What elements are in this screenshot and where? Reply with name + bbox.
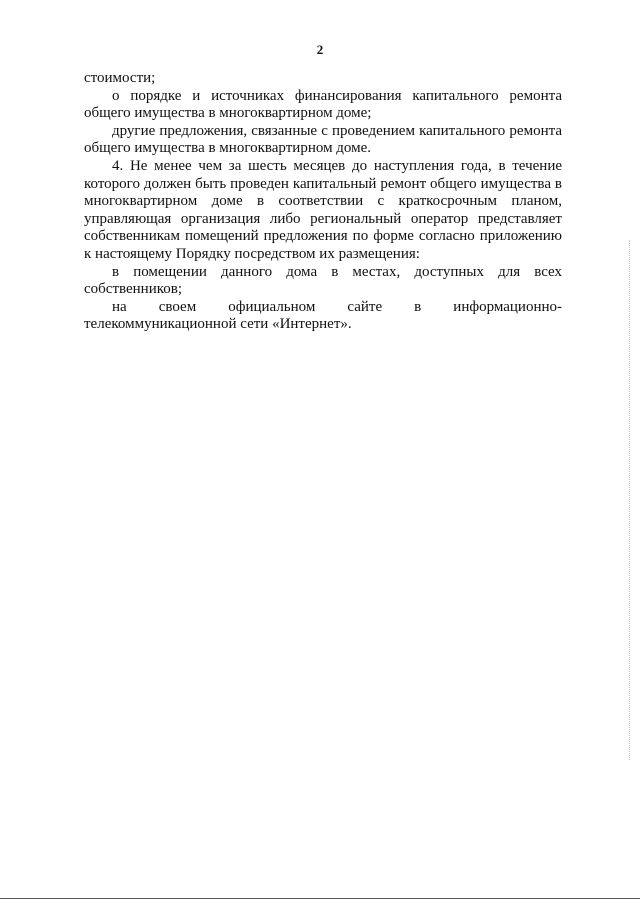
scan-edge-mark bbox=[628, 240, 630, 760]
paragraph-other-proposals: другие предложения, связанные с проведением капитального ремонта общего имущества в многоквартирном доме. bbox=[84, 122, 562, 157]
paragraph-item-4: 4. Не менее чем за шесть месяцев до наступления года, в течение которого должен быть проведен капитальный ремонт общего имущества в многоквартирном доме в соответствии с краткосрочным планом, управляющая организация либо региональный оператор представляет собственникам помещений предложения по форме согласно приложению к настоящему Порядку посредством их размещения: bbox=[84, 157, 562, 262]
page-bottom-edge bbox=[0, 898, 640, 899]
document-body bbox=[84, 70, 562, 334]
page-number: 2 bbox=[316, 42, 324, 57]
paragraph-financing-sources: о порядке и источниках финансирования капитального ремонта общего имущества в многоквартирном доме; bbox=[84, 87, 562, 122]
paragraph-cost-continuation: стоимости; bbox=[84, 70, 156, 86]
paragraph-placement-on-website: на своем официальном сайте в информационно-телекоммуникационной сети «Интернет». bbox=[84, 298, 562, 333]
paragraph-placement-in-building: в помещении данного дома в местах, доступных для всех собственников; bbox=[84, 263, 562, 298]
